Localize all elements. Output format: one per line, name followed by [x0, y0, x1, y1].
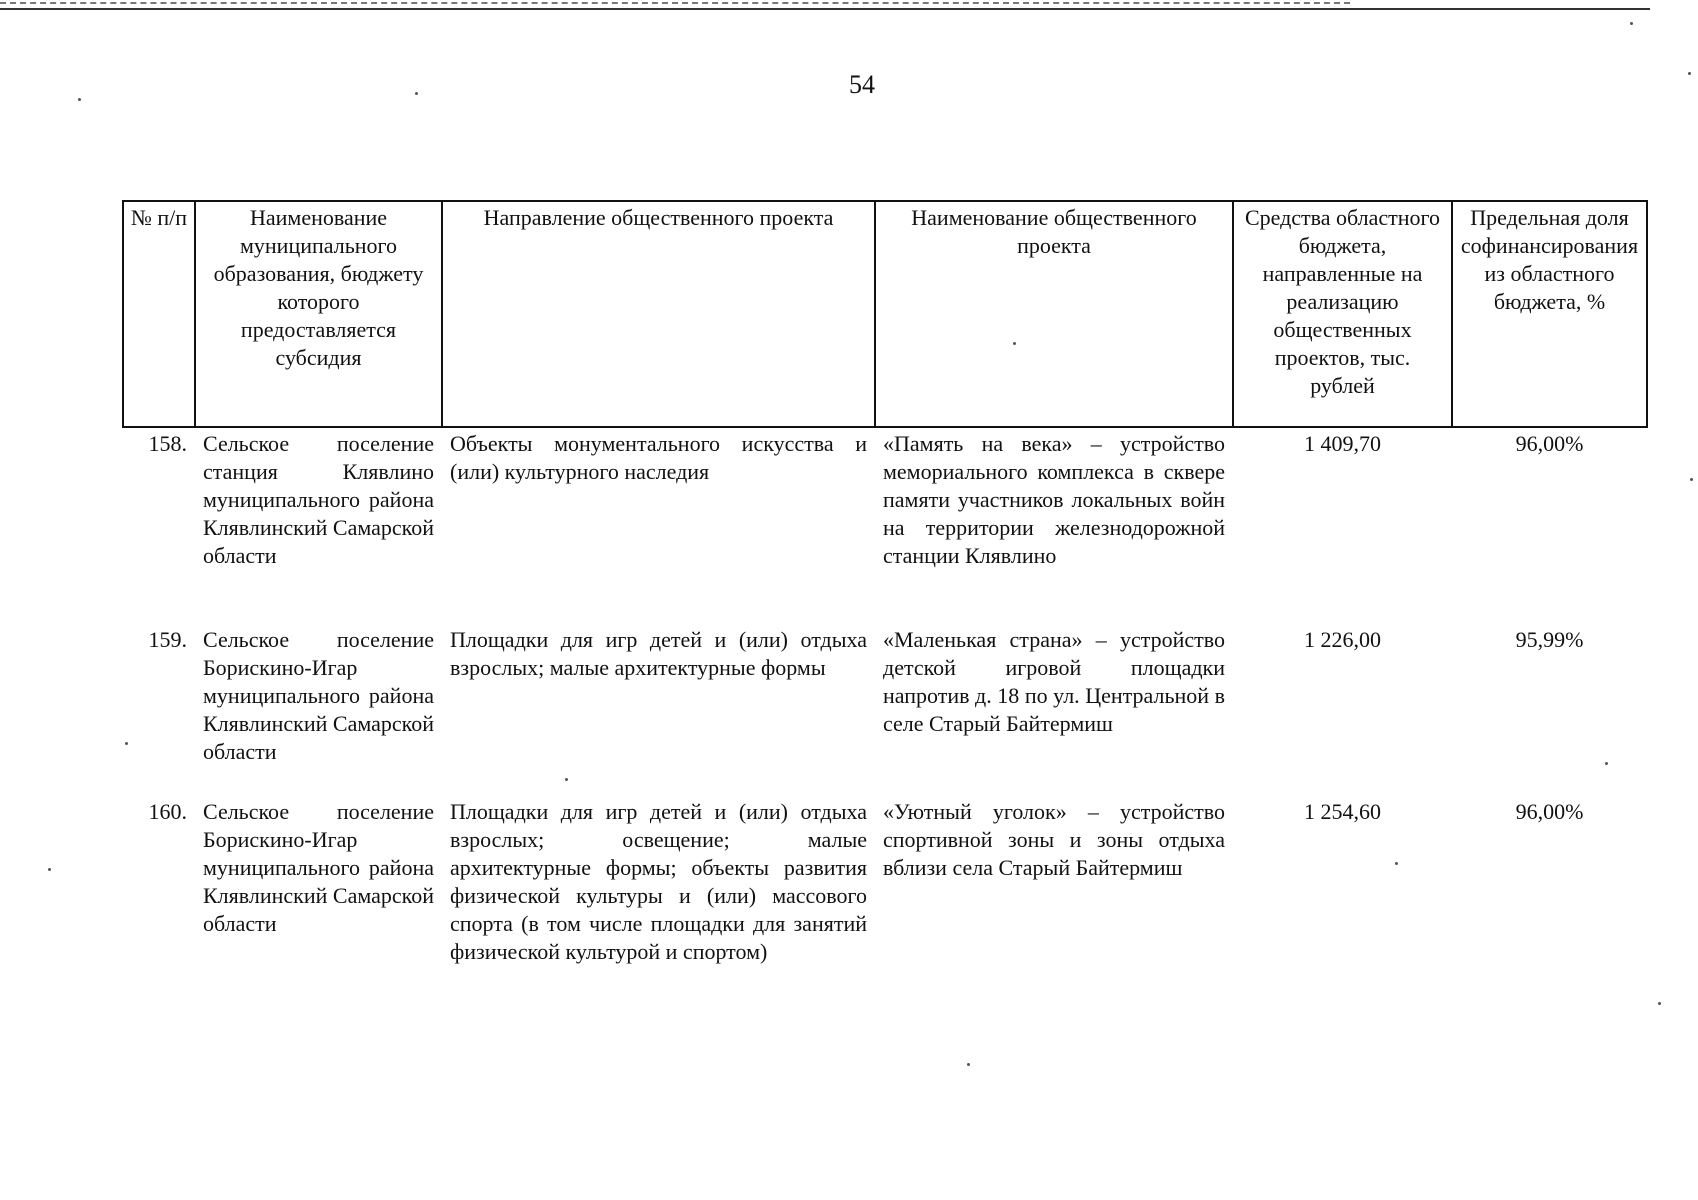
- table-header: [123, 201, 1647, 427]
- table-body: [123, 427, 1647, 988]
- row-number: 158.: [148, 431, 187, 456]
- row-share: 95,99%: [1515, 627, 1584, 652]
- scan-speck: [1658, 1002, 1661, 1005]
- subsidy-table: [122, 200, 1648, 988]
- row-project-name: «Память на века» – устройство мемориального комплекса в сквере памяти участников локальных войн на территории железнодорожной станции Клявлино: [883, 431, 1225, 568]
- scan-speck: [1013, 342, 1016, 345]
- scan-speck: [1605, 762, 1608, 765]
- header-direction: Направление общественного проекта: [442, 201, 875, 427]
- row-direction: Площадки для игр детей и (или) отдыха взрослых; освещение; малые архитектурные формы; объекты развития физической культуры и (или) массового спорта (в том числе площадки для занятий физической культурой и спортом): [450, 799, 867, 964]
- scan-speck: [78, 98, 81, 101]
- row-funds: 1 254,60: [1304, 799, 1381, 824]
- scan-speck: [1690, 478, 1693, 481]
- table-row: [123, 796, 1647, 988]
- table-row: [123, 427, 1647, 624]
- row-funds: 1 409,70: [1304, 431, 1381, 456]
- row-funds: 1 226,00: [1304, 627, 1381, 652]
- scan-speck: [565, 778, 568, 781]
- subsidy-table-container: [122, 200, 1646, 988]
- header-funds: Средства областного бюджета, направленные на реализацию общественных проектов, тыс. рублей: [1233, 201, 1452, 427]
- row-direction: Площадки для игр детей и (или) отдыха взрослых; малые архитектурные формы: [450, 627, 867, 680]
- header-share: Предельная доля софинансирования из областного бюджета, %: [1452, 201, 1647, 427]
- scan-edge-line: [0, 8, 1650, 10]
- scan-speck: [967, 1063, 970, 1066]
- scan-speck: [1688, 72, 1691, 75]
- header-number: № п/п: [123, 201, 195, 427]
- scan-speck: [1395, 862, 1398, 865]
- scan-speck: [48, 868, 51, 871]
- row-project-name: «Уютный уголок» – устройство спортивной зоны и зоны отдыха вблизи села Старый Байтермиш: [883, 799, 1225, 880]
- scan-speck: [1630, 22, 1633, 25]
- row-project-name: «Маленькая страна» – устройство детской игровой площадки напротив д. 18 по ул. Центральной в селе Старый Байтермиш: [883, 627, 1225, 736]
- row-municipality: Сельское поселение Борискино-Игар муниципального района Клявлинский Самарской области: [203, 799, 434, 936]
- page-number: 54: [849, 70, 875, 99]
- row-share: 96,00%: [1515, 431, 1584, 456]
- scan-speck: [415, 92, 418, 95]
- row-number: 159.: [148, 627, 187, 652]
- header-municipality: Наименование муниципального образования, бюджету которого предоставляется субсидия: [195, 201, 442, 427]
- row-municipality: Сельское поселение станция Клявлино муниципального района Клявлинский Самарской области: [203, 431, 434, 568]
- scan-edge-dashes: [0, 2, 1350, 4]
- row-number: 160.: [148, 799, 187, 824]
- row-direction: Объекты монументального искусства и (или) культурного наследия: [450, 431, 867, 484]
- header-project-name: Наименование общественного проекта: [875, 201, 1233, 427]
- scan-speck: [125, 742, 128, 745]
- header-row: [123, 201, 1647, 427]
- table-row: [123, 624, 1647, 796]
- row-share: 96,00%: [1515, 799, 1584, 824]
- row-municipality: Сельское поселение Борискино-Игар муниципального района Клявлинский Самарской области: [203, 627, 434, 764]
